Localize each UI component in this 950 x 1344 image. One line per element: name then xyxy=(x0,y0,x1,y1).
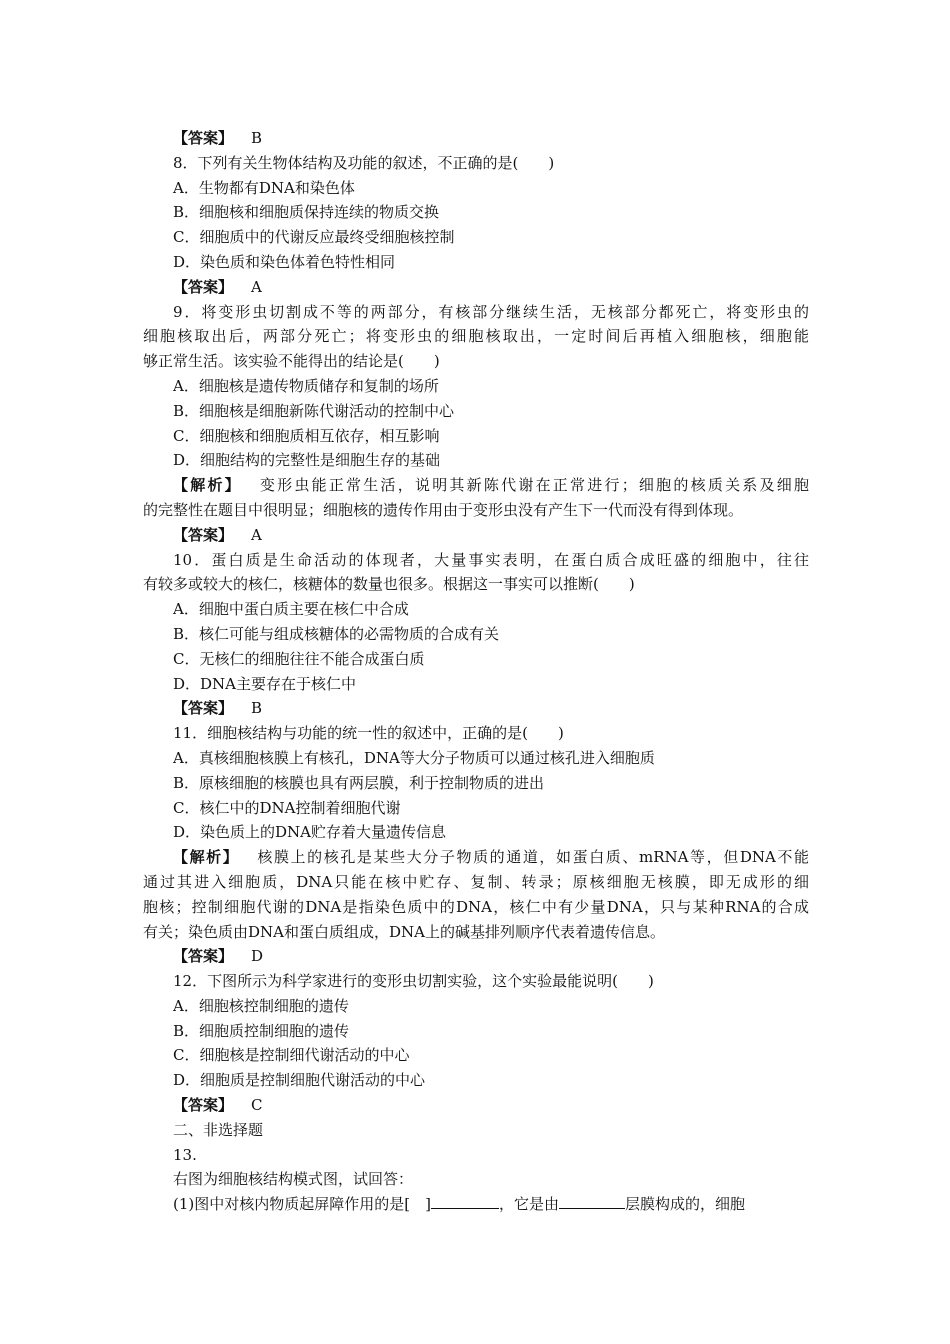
line-text: A．细胞中蛋白质主要在核仁中合成 xyxy=(173,600,409,619)
answer-label: 【答案】 xyxy=(173,947,234,966)
line-text: 9．将变形虫切割成不等的两部分，有核部分继续生活，无核部分都死亡，将变形虫的 xyxy=(173,302,809,321)
question-stem xyxy=(143,548,809,573)
line-text: A．真核细胞核膜上有核孔，DNA等大分子物质可以通过核孔进入细胞质 xyxy=(173,748,655,767)
text-line xyxy=(143,1167,809,1192)
text-line xyxy=(143,176,809,201)
line-text: 有较多或较大的核仁，核糖体的数量也很多。根据这一事实可以推断( ) xyxy=(143,575,635,594)
text-line xyxy=(143,1143,809,1168)
text-line xyxy=(143,1019,809,1044)
question-stem-cont xyxy=(143,572,809,597)
document-body xyxy=(143,126,809,1217)
line-text: B．原核细胞的核膜也具有两层膜，利于控制物质的进出 xyxy=(173,773,545,792)
line-text: 11．细胞核结构与功能的统一性的叙述中，正确的是( ) xyxy=(173,724,564,743)
answer-blank-2[interactable] xyxy=(559,1194,625,1209)
answer-label: 【答案】 xyxy=(173,525,234,544)
answer-value: A xyxy=(251,277,262,296)
line-text: D．染色质和染色体着色特性相同 xyxy=(173,252,396,271)
fill-in-question xyxy=(143,1192,809,1217)
line-text: 12．下图所示为科学家进行的变形虫切割实验，这个实验最能说明( ) xyxy=(173,972,654,991)
line-text: D．细胞结构的完整性是细胞生存的基础 xyxy=(173,451,441,470)
line-text: B．细胞核和细胞质保持连续的物质交换 xyxy=(173,203,440,222)
text-line xyxy=(143,424,809,449)
line-text: C．无核仁的细胞往往不能合成蛋白质 xyxy=(173,649,425,668)
analysis-text: 核膜上的核孔是某些大分子物质的通道，如蛋白质、mRNA等，但DNA不能 xyxy=(257,848,809,867)
text-line xyxy=(143,200,809,225)
line-text: 二、非选择题 xyxy=(173,1120,264,1139)
line-text: 8．下列有关生物体结构及功能的叙述，不正确的是( ) xyxy=(173,153,555,172)
text-line xyxy=(143,1043,809,1068)
analysis-label: 【解析】 xyxy=(173,848,240,867)
line-text: C．核仁中的DNA控制着细胞代谢 xyxy=(173,798,401,817)
line-text: B．核仁可能与组成核糖体的必需物质的合成有关 xyxy=(173,624,500,643)
answer-line xyxy=(143,1093,809,1118)
answer-blank-1[interactable] xyxy=(431,1194,499,1209)
fill-text: ，它是由 xyxy=(498,1195,559,1214)
answer-label: 【答案】 xyxy=(173,129,234,147)
text-line xyxy=(143,250,809,275)
text-line xyxy=(143,399,809,424)
analysis-line xyxy=(143,845,809,870)
answer-label: 【答案】 xyxy=(173,699,234,718)
line-text: C．细胞核和细胞质相互依存，相互影响 xyxy=(173,426,440,445)
text-line xyxy=(143,225,809,250)
line-text: B．细胞核是细胞新陈代谢活动的控制中心 xyxy=(173,401,455,420)
text-line xyxy=(143,597,809,622)
answer-value: A xyxy=(251,525,262,544)
text-line xyxy=(143,1118,809,1143)
line-text: D．染色质上的DNA贮存着大量遗传信息 xyxy=(173,823,447,842)
line-text: 有关；染色质由DNA和蛋白质组成，DNA上的碱基排列顺序代表着遗传信息。 xyxy=(143,922,665,941)
text-line xyxy=(143,622,809,647)
line-text: B．细胞质控制细胞的遗传 xyxy=(173,1021,350,1040)
line-text: 细胞核取出后，两部分死亡；将变形虫的细胞核取出，一定时间后再植入细胞核，细胞能 xyxy=(143,327,809,346)
text-line xyxy=(143,647,809,672)
line-text: 10．蛋白质是生命活动的体现者，大量事实表明，在蛋白质合成旺盛的细胞中，往往 xyxy=(173,550,809,569)
question-stem xyxy=(143,300,809,325)
fill-text: (1)图中对核内物质起屏障作用的是[ ] xyxy=(173,1195,431,1214)
text-line xyxy=(143,448,809,473)
answer-line xyxy=(143,944,809,969)
question-stem-cont xyxy=(143,324,809,349)
answer-line xyxy=(143,126,809,151)
answer-value: B xyxy=(251,129,263,147)
line-text: 通过其进入细胞质，DNA只能在核中贮存、复制、转录；原核细胞无核膜，即无成形的细 xyxy=(143,872,809,891)
text-line xyxy=(143,771,809,796)
line-text: A．细胞核控制细胞的遗传 xyxy=(173,996,349,1015)
analysis-line xyxy=(143,473,809,498)
fill-text: 层膜构成的，细胞 xyxy=(624,1195,745,1214)
answer-line xyxy=(143,523,809,548)
answer-value: D xyxy=(251,947,264,966)
text-line xyxy=(143,374,809,399)
answer-value: C xyxy=(251,1096,263,1115)
text-line xyxy=(143,746,809,771)
line-text: 13. xyxy=(173,1145,197,1164)
analysis-label: 【解析】 xyxy=(173,476,242,495)
analysis-line-cont xyxy=(143,498,809,523)
question-stem xyxy=(143,151,809,176)
text-line xyxy=(143,820,809,845)
text-line xyxy=(143,1068,809,1093)
question-stem-cont xyxy=(143,349,809,374)
analysis-line-cont xyxy=(143,920,809,945)
text-line xyxy=(143,796,809,821)
answer-value: B xyxy=(251,699,263,718)
answer-label: 【答案】 xyxy=(173,1096,234,1115)
line-text: D．细胞质是控制细胞代谢活动的中心 xyxy=(173,1071,426,1090)
text-line xyxy=(143,994,809,1019)
analysis-line-cont xyxy=(143,870,809,895)
answer-line xyxy=(143,275,809,300)
line-text: 够正常生活。该实验不能得出的结论是( ) xyxy=(143,352,440,371)
question-stem xyxy=(143,721,809,746)
line-text: A．细胞核是遗传物质储存和复制的场所 xyxy=(173,376,439,395)
line-text: 右图为细胞核结构模式图，试回答： xyxy=(173,1170,414,1189)
line-text: C．细胞质中的代谢反应最终受细胞核控制 xyxy=(173,228,455,247)
answer-label: 【答案】 xyxy=(173,277,234,296)
line-text: 的完整性在题目中很明显；细胞核的遗传作用由于变形虫没有产生下一代而没有得到体现。 xyxy=(143,500,744,519)
answer-line xyxy=(143,696,809,721)
analysis-line-cont xyxy=(143,895,809,920)
line-text: C．细胞核是控制细代谢活动的中心 xyxy=(173,1046,410,1065)
line-text: A．生物都有DNA和染色体 xyxy=(173,178,355,197)
line-text: D．DNA主要存在于核仁中 xyxy=(173,674,357,693)
text-line xyxy=(143,672,809,697)
analysis-text: 变形虫能正常生活，说明其新陈代谢在正常进行；细胞的核质关系及细胞 xyxy=(259,476,809,495)
question-stem xyxy=(143,969,809,994)
line-text: 胞核；控制细胞代谢的DNA是指染色质中的DNA，核仁中有少量DNA，只与某种RNA的合成 xyxy=(143,897,809,916)
